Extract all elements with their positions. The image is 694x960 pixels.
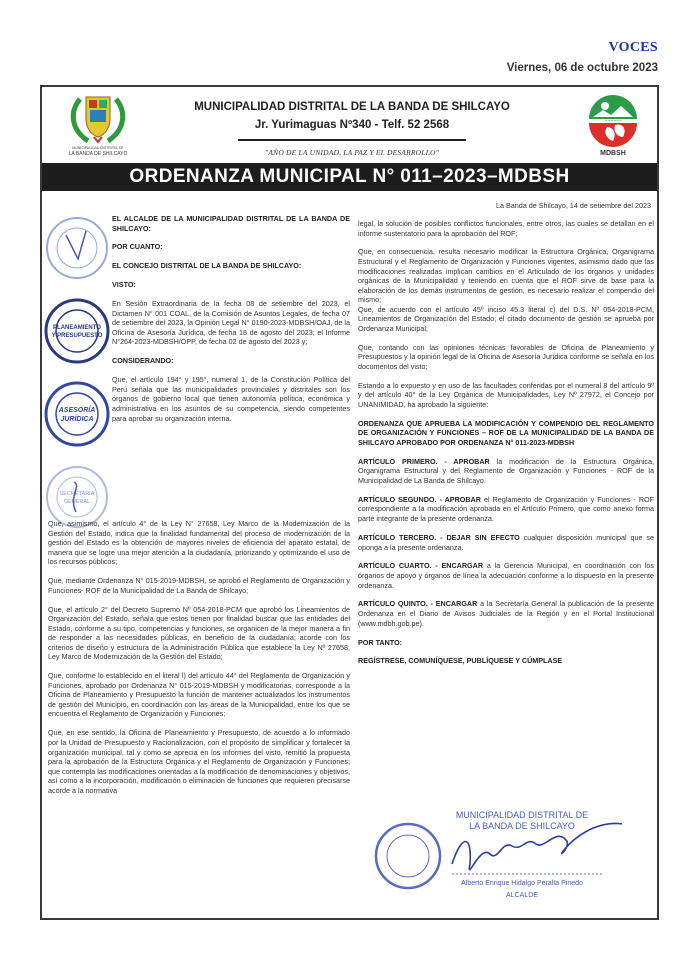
place-and-date: La Banda de Shilcayo, 14 de setiembre del 2023 (495, 201, 651, 210)
seal-secretaria-icon (44, 215, 110, 281)
header-divider (238, 139, 466, 141)
considerando-paragraph: Que, contando con las opiniones técnicas favorables de Oficina de Planeamiento y Presupuestos y la opinión legal de la Oficina de Asesoría Jurídica conforme se señala en los documentos del visto; (358, 342, 654, 371)
official-seals (44, 215, 116, 547)
right-column (358, 219, 654, 675)
article-heading: ARTÍCULO SEGUNDO. - APROBAR (358, 494, 481, 504)
svg-text:SECRETARÍA: SECRETARÍA (59, 491, 95, 497)
ordinance-subject-title: ORDENANZA QUE APRUEBA LA MODIFICACIÓN Y COMPENDIO DEL REGLAMENTO DE ORGANIZACIÓN Y FUNCIONES – ROF DE LA MUNICIPALIDAD DE LA BANDA DE SHILCAYO APROBADO POR ORDENANZA N° 011-2023-MDBSH (358, 418, 654, 447)
article-heading: ARTÍCULO TERCERO. - DEJAR SIN EFECTO (358, 532, 520, 542)
seal-asesoria-icon (44, 381, 110, 447)
svg-text:ASESORÍA: ASESORÍA (58, 407, 96, 414)
svg-text:MUNICIPALIDAD DISTRITAL DE: MUNICIPALIDAD DISTRITAL DE (455, 810, 589, 820)
left-column-body (48, 519, 350, 805)
por-tanto-heading: POR TANTO: (358, 637, 403, 647)
considerando-paragraph: Que, el artículo 2° del Decreto Supremo Nº 054-2018-PCM que aprobó los Lineamientos de Organización del Estado, señala que estos tienen por finalidad buscar que las entidades del Estado, conforme a su tipo, competencias y funciones, se organicen de la mejor manera a fin de responder a las necesidades públicas, en beneficio de la ciudadanía; acorde con los criterios de diseño y estructura de la Administración Pública que establece la Ley Nº 27658, Ley Marco de Modernización de la Gestión del Estado; (48, 604, 350, 662)
closing-formula: REGÍSTRESE, COMUNÍQUESE, PUBLÍQUESE Y CÚMPLASE (358, 656, 563, 666)
considerando-paragraph: Que, en consecuencia, resulta necesario modificar la Estructura Orgánica, Organigrama Estructural y el Reglamento de Organización y Funciones vigentes, asimismo dado que las modificaciones realizadas implican cambios en el Articulado de los órganos y unidades orgánicas de la Municipalidad y teniendo en cuenta que el ROF sirve de base para la elaboración de los demás instrumentos de gestión, es necesario realizar el compendio del mismo; (358, 247, 654, 305)
svg-text:~~~~~~: ~~~~~~ (604, 118, 622, 125)
considerando-paragraph: Que, conforme lo establecido en el literal l) del artículo 44° del Reglamento de Organización y Funciones, aprobado por Ordenanza N° 015-2019-MDBSH y modificatorias, corresponde a la Oficina de Planeamiento y Presupuesto la función de mantener actualizados los instrumentos de gestión del Municipio, en coordinación con las áreas de la Municipalidad, entre los que se encuentra el Reglamento de Organización y Funciones; (48, 671, 350, 719)
por-cuanto-heading: POR CUANTO: (112, 242, 163, 252)
municipality-name: MUNICIPALIDAD DISTRITAL DE LA BANDA DE SHILCAYO (194, 101, 510, 113)
considerando-paragraph: legal, la solución de posibles conflictos funcionales, entre otros, las cuales se detallan en el informe sustentatorio para la aprobación del ROF; (358, 219, 654, 238)
letterhead (42, 87, 657, 163)
considerando-paragraph: Que, asimismo, el artículo 4° de la Ley N° 27658, Ley Marco de la Modernización de la Gestión del Estado, indica que la finalidad fundamental del proceso de modernización de la gestión del Estado es la obtención de mayores niveles de eficiencia del aparato estatal, de manera que se logre una mejor atención a la ciudadanía, priorizando y optimizando el uso de los recursos públicos; (48, 519, 350, 567)
signature-stamp-icon (372, 804, 622, 904)
considerando-paragraph: Que, el artículo 194° y 195°, numeral 1, de la Constitución Política del Perú señala que las municipalidades provinciales y distritales son los órganos de gobierno local que tienen autonomía política, económica y administrativa en los asuntos de su competencia, siendo competentes para aprobar su organización interna. (112, 375, 350, 423)
council-heading: EL CONCEJO DISTRITAL DE LA BANDA DE SHILCAYO: (112, 261, 302, 271)
publication-date: Viernes, 06 de octubre 2023 (506, 62, 658, 74)
svg-text:ALCALDE: ALCALDE (506, 892, 538, 899)
considerando-heading: CONSIDERANDO: (112, 356, 174, 366)
article-text: la modificación de la Estructura Orgánica, Organigrama Estructural y del Reglamento de Organización y Funciones - ROF de la Municipalidad de La Banda de Shilcayo. (358, 456, 654, 485)
mdbsh-logo-caption: MDBSH (600, 150, 626, 157)
article-segundo (358, 495, 654, 524)
considerando-paragraph: Que, en ese sentido, la Oficina de Planeamiento y Presupuesto, de acuerdo a lo informado por la Unidad de Presupuesto y Racionalización, con el propósito de simplificar y fortalecer la organización municipal, tal y como se aprecia en los informes del visto, remitió la propuesta para la aprobación de la Estructura Orgánica y el Reglamento de Organización y Funciones; que contempla las modificaciones orientadas a la modificación de denominaciones y objetivos, así como a la incorporación, modificación o eliminación de funciones que requieren precisarse acorde a la normativa (48, 728, 350, 795)
svg-text:GENERAL: GENERAL (63, 499, 91, 505)
article-text: cualquier disposición municipal que se oponga a la presente ordenanza. (358, 532, 655, 552)
visto-paragraph: En Sesión Extraordinaria de la fecha 08 de setiembre del 2023, el Dictamen N° 001 COAL, de la Comisión de Asuntos Legales, de fecha 07 de setiembre del 2023, la Opinión Legal N° 0190-2023-MDBSH/OAJ, de la Oficina de Asesoría Jurídica, de fecha 18 de agosto del 2023; el Informe N°264-2023-MDBSH/OPP, de fecha 02 de agosto del 2023 y; (112, 299, 350, 347)
newspaper-masthead (507, 40, 658, 74)
visto-heading: VISTO: (112, 280, 136, 290)
newspaper-name: VOCES (608, 40, 658, 55)
municipal-coat-of-arms (60, 91, 136, 157)
letterhead-text (172, 101, 532, 157)
article-quinto (358, 599, 654, 628)
svg-text:PLANEAMIENTO: PLANEAMIENTO (53, 325, 101, 331)
article-text: a la Secretaría General la publicación de la presente Ordenanza en el Diario de Avisos Judiciales de la Región y en el Portal Institucional (www.mdbh.gob.pe). (358, 599, 654, 628)
article-heading: ARTÍCULO PRIMERO. - APROBAR (358, 456, 490, 466)
municipality-address: Jr. Yurimaguas Nº340 - Telf. 52 2568 (254, 119, 450, 131)
svg-text:Alberto Enrique Hidalgo Peralt: Alberto Enrique Hidalgo Peralta Pinedo (461, 880, 583, 887)
considerando-paragraph: Que, mediante Ordenanza N° 015-2019-MDBSH, se aprobó el Reglamento de Organización y Funciones- ROF de la Municipalidad de La Banda de Shilcayo; (48, 576, 350, 595)
left-column-top (112, 214, 350, 432)
article-tercero (358, 533, 654, 552)
article-text: a la Gerencia Municipal, en coordinación con los órganos de apoyo y órganos de línea la adecuación conforme a lo dispuesto en la presente ordenanza. (358, 561, 654, 590)
svg-text:Y PRESUPUESTO: Y PRESUPUESTO (51, 333, 103, 339)
mdbsh-logo-icon (583, 93, 643, 147)
svg-text:JURÍDICA: JURÍDICA (60, 416, 94, 423)
mdbsh-logo (583, 93, 643, 157)
year-motto: "AÑO DE LA UNIDAD, LA PAZ Y EL DESARROLLO" (265, 148, 439, 157)
coat-of-arms-caption: MUNICIPALIDAD DISTRITAL DE LA BANDA DE SHILCAYO (68, 146, 128, 157)
mayor-intro: EL ALCALDE DE LA MUNICIPALIDAD DISTRITAL DE LA BANDA DE SHILCAYO: (112, 214, 350, 233)
considerando-paragraph: Estando a lo expuesto y en uso de las facultades conferidas por el numeral 8 del artículo 9º y del artículo 40° de la Ley Orgánica de Municipalidades, Ley Nº 27972, el Concejo por UNANIMIDAD, ha aprobado la siguiente: (358, 380, 654, 409)
article-heading: ARTÍCULO QUINTO. - ENCARGAR (358, 599, 478, 609)
article-heading: ARTÍCULO CUARTO. - ENCARGAR (358, 561, 484, 571)
mayor-signature-block (372, 804, 622, 904)
ordinance-notice (40, 85, 659, 920)
article-text: el Reglamento de Organización y Funciones - ROF correspondiente a la modificación aprobada en el Artículo Primero, que como anexo forma parte integrante de la presente ordenanza. (358, 494, 654, 524)
considerando-paragraph: Que, de acuerdo con el artículo 45º inciso 45.3 literal c) del D.S. Nº 054-2018-PCM, Lineamientos de Organización del Estado; el citado documento de gestión se aprueba por Ordenanza Municipal; (358, 304, 654, 333)
seal-planeamiento-icon (44, 298, 110, 364)
article-primero (358, 457, 654, 486)
svg-text:LA BANDA DE SHILCAYO: LA BANDA DE SHILCAYO (469, 821, 575, 831)
ordinance-title: ORDENANZA MUNICIPAL N° 011–2023–MDBSH (42, 163, 657, 191)
article-cuarto (358, 561, 654, 590)
coat-of-arms-icon (60, 91, 136, 147)
